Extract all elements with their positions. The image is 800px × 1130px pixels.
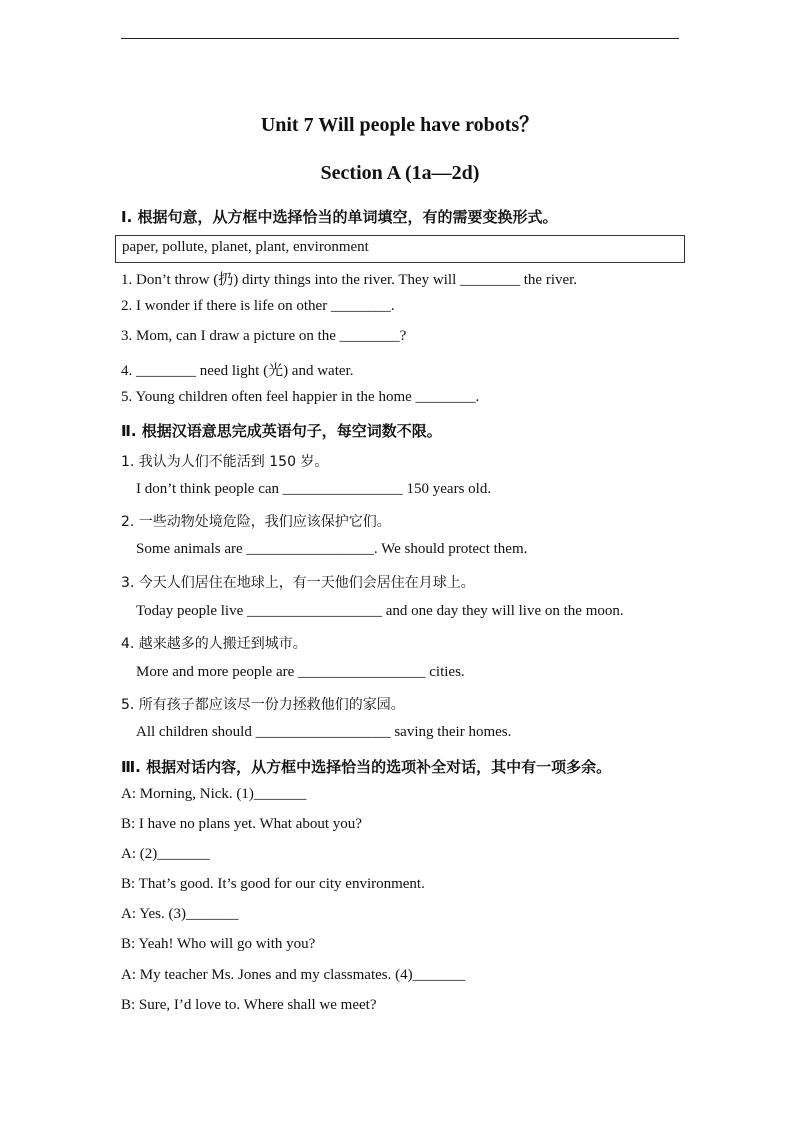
part2-item-5-en: All children should __________________ saving their homes. [136, 724, 512, 740]
part2-item-3-cn: 3. 今天人们居住在地球上，有一天他们会居住在月球上。 [121, 575, 475, 591]
part2-item-2-en: Some animals are _________________. We should protect them. [136, 541, 528, 557]
part2-item-4-en: More and more people are _________________ cities. [136, 664, 465, 680]
part1-heading: Ⅰ. 根据句意，从方框中选择恰当的单词填空，有的需要变换形式。 [121, 208, 558, 226]
part1-item-1: 1. Don’t throw (扔) dirty things into the river. They will ________ the river. [121, 272, 578, 288]
dialogue-line-2: B: I have no plans yet. What about you? [121, 816, 362, 832]
part1-item-4: 4. ________ need light (光) and water. [121, 363, 354, 379]
part1-item-2: 2. I wonder if there is life on other ________. [121, 298, 395, 314]
part2-item-1-cn: 1. 我认为人们不能活到 150 岁。 [121, 454, 329, 470]
dialogue-line-4: B: That’s good. It’s good for our city environment. [121, 876, 425, 892]
word-box [115, 235, 685, 263]
dialogue-line-6: B: Yeah! Who will go with you? [121, 936, 316, 952]
part2-item-3-en: Today people live __________________ and one day they will live on the moon. [136, 603, 624, 619]
part1-item-5: 5. Young children often feel happier in the home ________. [121, 389, 480, 405]
part2-heading: Ⅱ. 根据汉语意思完成英语句子，每空词数不限。 [121, 422, 442, 440]
part3-heading: Ⅲ. 根据对话内容，从方框中选择恰当的选项补全对话，其中有一项多余。 [121, 758, 612, 776]
word-box-text: paper, pollute, planet, plant, environment [122, 239, 369, 255]
dialogue-line-5: A: Yes. (3)_______ [121, 906, 239, 922]
dialogue-line-8: B: Sure, I’d love to. Where shall we meet? [121, 997, 377, 1013]
dialogue-line-3: A: (2)_______ [121, 846, 210, 862]
part2-item-4-cn: 4. 越来越多的人搬迁到城市。 [121, 636, 307, 652]
part1-item-3: 3. Mom, can I draw a picture on the ________? [121, 328, 407, 344]
dialogue-line-7: A: My teacher Ms. Jones and my classmates. (4)_______ [121, 967, 466, 983]
section-title: Section A (1a—2d) [320, 162, 480, 184]
part2-item-5-cn: 5. 所有孩子都应该尽一份力拯救他们的家园。 [121, 697, 405, 713]
dialogue-line-1: A: Morning, Nick. (1)_______ [121, 786, 307, 802]
page-title: Unit 7 Will people have robots？ [260, 114, 540, 136]
part2-item-2-cn: 2. 一些动物处境危险，我们应该保护它们。 [121, 514, 391, 530]
top-rule [121, 38, 679, 39]
part2-item-1-en: I don’t think people can ________________ 150 years old. [136, 481, 492, 497]
